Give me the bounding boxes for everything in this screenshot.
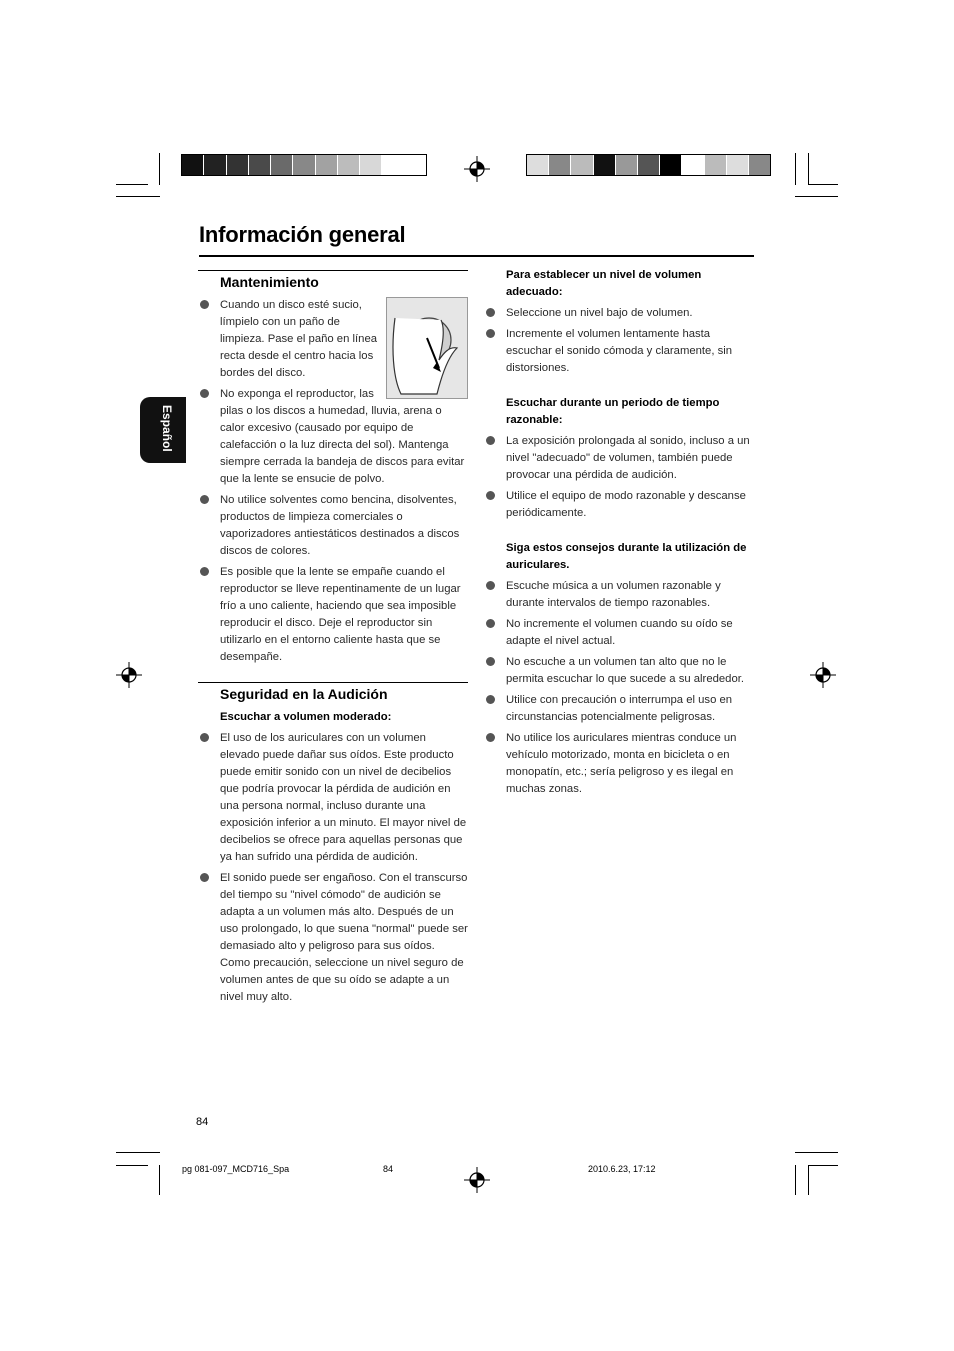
bullet-icon bbox=[486, 657, 495, 666]
moderate-volume-heading: Escuchar a volumen moderado: bbox=[220, 711, 392, 723]
crop-mark bbox=[808, 1165, 809, 1195]
bullet-icon bbox=[200, 567, 209, 576]
bullet-icon bbox=[200, 495, 209, 504]
color-swatch bbox=[749, 155, 770, 175]
bullet-icon bbox=[486, 733, 495, 742]
color-calibration-bar-left bbox=[181, 154, 427, 176]
color-calibration-bar-right bbox=[526, 154, 771, 176]
left-column bbox=[198, 270, 468, 1010]
headphone-tips-heading: Siga estos consejos durante la utilización de auriculares. bbox=[506, 542, 747, 571]
color-swatch bbox=[204, 155, 226, 175]
color-swatch bbox=[705, 155, 727, 175]
color-swatch bbox=[405, 155, 426, 175]
list-item bbox=[198, 564, 468, 666]
language-tab bbox=[140, 397, 186, 463]
list-item-text: Cuando un disco esté sucio, límpielo con un paño de limpieza. Pase el paño en línea recta desde el centro hacia los bordes del disco. bbox=[220, 299, 378, 379]
color-swatch bbox=[616, 155, 638, 175]
color-swatch bbox=[638, 155, 660, 175]
list-item bbox=[484, 692, 754, 726]
crop-mark bbox=[808, 153, 809, 185]
crop-mark bbox=[795, 1165, 796, 1195]
list-item-text: No escuche a un volumen tan alto que no le permita escuchar lo que sucede a su alrededor. bbox=[506, 656, 745, 685]
hearing-safety-heading: Seguridad en la Audición bbox=[198, 682, 468, 703]
color-swatch bbox=[316, 155, 338, 175]
bullet-icon bbox=[486, 308, 495, 317]
list-item bbox=[484, 654, 754, 688]
list-item bbox=[198, 492, 468, 560]
crop-mark bbox=[116, 1165, 148, 1166]
list-item-text: Incremente el volumen lentamente hasta escuchar el sonido cómoda y claramente, sin distorsiones. bbox=[506, 328, 733, 374]
page-number: 84 bbox=[196, 1116, 209, 1128]
disc-cleaning-illustration-icon bbox=[386, 297, 468, 399]
color-swatch bbox=[660, 155, 682, 175]
list-item bbox=[484, 616, 754, 650]
color-swatch bbox=[571, 155, 593, 175]
listening-time-list bbox=[484, 433, 754, 522]
color-swatch bbox=[338, 155, 360, 175]
crop-mark bbox=[795, 1152, 838, 1153]
list-item bbox=[198, 297, 468, 382]
color-swatch bbox=[382, 155, 404, 175]
registration-mark-icon bbox=[464, 156, 490, 182]
list-item-text: No utilice solventes como bencina, disolventes, productos de limpieza comerciales o vaporizadores antiestáticos destinados a discos discos de colores. bbox=[220, 494, 460, 557]
list-item-text: El uso de los auriculares con un volumen elevado puede dañar sus oídos. Este producto puede emitir sonido con un nivel de decibelios que podría provocar la pérdida de audición en una persona normal, incluso durante una exposición inferior a un minuto. El mayor nivel de decibelios se ofrece para aquellas personas que ya han sufrido una pérdida de audición. bbox=[220, 732, 467, 863]
color-swatch bbox=[727, 155, 749, 175]
list-item bbox=[484, 730, 754, 798]
color-swatch bbox=[527, 155, 549, 175]
color-swatch bbox=[682, 155, 704, 175]
list-item bbox=[484, 305, 754, 322]
listening-time-heading: Escuchar durante un periodo de tiempo razonable: bbox=[506, 397, 720, 426]
list-item-text: La exposición prolongada al sonido, incluso a un nivel "adecuado" de volumen, también puede provocar una pérdida de audición. bbox=[506, 435, 750, 481]
registration-mark-icon bbox=[464, 1167, 490, 1193]
crop-mark bbox=[159, 1165, 160, 1195]
color-swatch bbox=[271, 155, 293, 175]
color-swatch bbox=[182, 155, 204, 175]
bullet-icon bbox=[200, 300, 209, 309]
bullet-icon bbox=[486, 436, 495, 445]
crop-mark bbox=[808, 184, 838, 185]
list-item bbox=[484, 326, 754, 377]
list-item bbox=[198, 730, 468, 866]
crop-mark bbox=[116, 1152, 160, 1153]
right-column bbox=[484, 267, 754, 802]
list-item-text: Escuche música a un volumen razonable y durante intervalos de tiempo razonables. bbox=[506, 580, 721, 609]
bullet-icon bbox=[200, 389, 209, 398]
volume-level-heading: Para establecer un nivel de volumen adecuado: bbox=[506, 269, 702, 298]
registration-mark-icon bbox=[116, 662, 142, 688]
bullet-icon bbox=[486, 329, 495, 338]
maintenance-list bbox=[198, 297, 468, 666]
bullet-icon bbox=[486, 619, 495, 628]
language-tab-label: Español bbox=[160, 405, 174, 452]
moderate-volume-list bbox=[198, 730, 468, 1006]
color-swatch bbox=[227, 155, 249, 175]
crop-mark bbox=[159, 153, 160, 185]
bullet-icon bbox=[486, 695, 495, 704]
bullet-icon bbox=[486, 581, 495, 590]
list-item bbox=[198, 386, 468, 488]
list-item-text: Seleccione un nivel bajo de volumen. bbox=[506, 307, 693, 319]
crop-mark bbox=[795, 153, 796, 185]
bullet-icon bbox=[486, 491, 495, 500]
crop-mark bbox=[795, 196, 838, 197]
bullet-icon bbox=[200, 873, 209, 882]
crop-mark bbox=[808, 1165, 838, 1166]
list-item-text: Utilice con precaución o interrumpa el uso en circunstancias potencialmente peligrosas. bbox=[506, 694, 733, 723]
color-swatch bbox=[549, 155, 571, 175]
color-swatch bbox=[293, 155, 315, 175]
headphone-tips-list bbox=[484, 578, 754, 798]
title-rule bbox=[199, 255, 754, 257]
list-item bbox=[198, 870, 468, 1006]
list-item-text: No exponga el reproductor, las pilas o los discos a humedad, lluvia, arena o calor excesivo (causado por equipo de calefacción o la luz directa del sol). Mantenga siempre cerrada la bandeja de discos para evitar que la lente se ensucie de polvo. bbox=[220, 388, 465, 485]
footer-filename: pg 081-097_MCD716_Spa bbox=[182, 1164, 290, 1174]
color-swatch bbox=[249, 155, 271, 175]
color-swatch bbox=[360, 155, 382, 175]
volume-level-list bbox=[484, 305, 754, 377]
list-item-text: No utilice los auriculares mientras conduce un vehículo motorizado, monta en bicicleta o en monopatín, etc.; sería peligroso y es ilegal en muchas zonas. bbox=[506, 732, 737, 795]
bullet-icon bbox=[200, 733, 209, 742]
footer-date: 2010.6.23, 17:12 bbox=[588, 1164, 656, 1174]
color-swatch bbox=[594, 155, 616, 175]
list-item bbox=[484, 488, 754, 522]
page-title: Información general bbox=[199, 222, 406, 247]
crop-mark bbox=[116, 196, 160, 197]
list-item-text: Es posible que la lente se empañe cuando el reproductor se lleve repentinamente de un lugar frío a uno caliente, haciendo que sea imposible reproducir el disco. Deje el reproductor sin utilizarlo en el entorno caliente hasta que se desempañe. bbox=[220, 566, 461, 663]
list-item bbox=[484, 578, 754, 612]
list-item-text: No incremente el volumen cuando su oído se adapte el nivel actual. bbox=[506, 618, 733, 647]
maintenance-heading: Mantenimiento bbox=[198, 270, 468, 291]
list-item bbox=[484, 433, 754, 484]
crop-mark bbox=[116, 184, 148, 185]
footer-page: 84 bbox=[383, 1164, 394, 1174]
registration-mark-icon bbox=[810, 662, 836, 688]
list-item-text: El sonido puede ser engañoso. Con el transcurso del tiempo su "nivel cómodo" de audición se adapta a un volumen más alto. Después de un uso prolongado, lo que suena "normal" puede ser demasiado alto y peligroso para sus oídos. Como precaución, seleccione un nivel seguro de volumen antes de que su oído se adapte a un nivel muy alto. bbox=[220, 872, 468, 1003]
list-item-text: Utilice el equipo de modo razonable y descanse periódicamente. bbox=[506, 490, 746, 519]
